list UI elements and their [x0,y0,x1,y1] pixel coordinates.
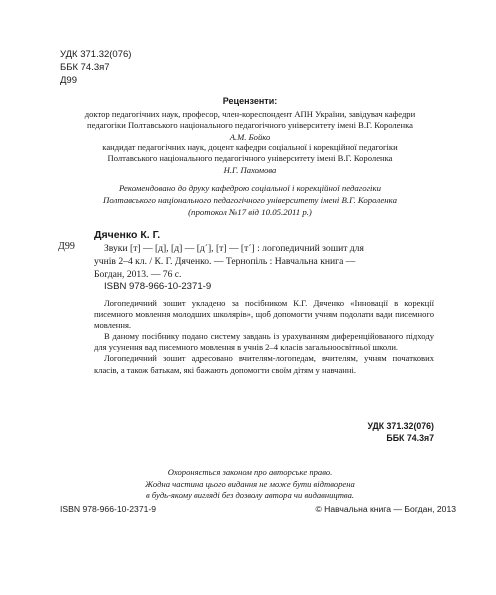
reviewer-2-name: Н.Г. Пахомова [223,164,277,175]
reviewer-2-line-1: кандидат педагогічних наук, доцент кафедри соціальної і корекційної педагогіки [102,142,398,152]
copyright-notice-line-1: Охороняється законом про авторське право. [167,467,333,477]
biblio-line-3: Богдан, 2013. — 76 с. [94,269,182,280]
author-index: Д99 [60,75,78,86]
annotation-paragraph-1: Логопедичний зошит укладено за посібником К.Г. Дяченко «Інновації в корекції писемного мовлення молодших школярів», щоб допомогти учням подолати вади писемного мовлення. [94,298,434,331]
udc-block [300,420,434,444]
book-author: Дяченко К. Г. [94,229,161,241]
reviewer-1-line-1: доктор педагогічних наук, професор, член-кореспондент АПН України, завідувач кафедри [84,109,416,119]
copyright-notice-line-3: в будь-якому вигляді без дозволу автора чи видавництва. [145,490,355,500]
udc-block-udc: УДК 371.32(076) [367,421,434,431]
annotation-paragraph-2: В даному посібнику подано систему завдань із урахуванням диференційованого підходу для усунення вад писемного мовлення в учнів 2–4 класів загальноосвітньої школи. [94,331,434,353]
recommendation-line-1: Рекомендовано до друку кафедрою соціальної і корекційної педагогіки [118,183,382,193]
recommendation-line-2: Полтавського національного педагогічного університету імені В.Г. Короленка [103,195,397,205]
biblio-line-1: Звуки [т] — [д], [д] — [д´], [т] — [т´] : логопедичний зошит для [104,243,364,254]
footer-copyright: © Навчальна книга — Богдан, 2013 [315,504,456,514]
annotation [94,298,434,376]
biblio-line-2: учнів 2–4 кл. / К. Г. Дяченко. — Тернопіль : Навчальна книга — [94,256,356,267]
recommendation-line-3: (протокол №17 від 10.05.2011 р.) [188,207,312,217]
reviewer-1-line-2: педагогіки Полтавського національного педагогічного університету імені В.Г. Короленка [87,120,413,131]
udc-code: УДК 371.32(076) [60,49,132,60]
footer-isbn: ISBN 978-966-10-2371-9 [60,504,157,514]
reviewer-1 [40,109,460,143]
bibliographic-description [94,242,434,281]
reviewer-2 [40,142,460,176]
bbk-code: ББК 74.3я7 [60,62,110,73]
classification-codes [60,48,131,87]
reviewer-2-line-2: Полтавського національного педагогічного університету імені В.Г. Короленка [107,153,393,164]
copyright-notice [110,467,390,502]
recommendation [40,182,460,218]
udc-block-bbk: ББК 74.3я7 [386,433,434,443]
reviewers-title: Рецензенти: [222,96,278,106]
annotation-paragraph-3: Логопедичний зошит адресовано вчителям-логопедам, вчителям, учням початкових класів, а також батькам, які бажають допомогти своїм дітям у навчанні. [94,353,434,375]
reviewer-1-name: А.М. Бойко [229,131,271,142]
book-index: Д99 [58,241,75,252]
book-isbn: ISBN 978-966-10-2371-9 [104,281,212,292]
copyright-notice-line-2: Жодна частина цього видання не може бути відтворена [145,478,355,489]
